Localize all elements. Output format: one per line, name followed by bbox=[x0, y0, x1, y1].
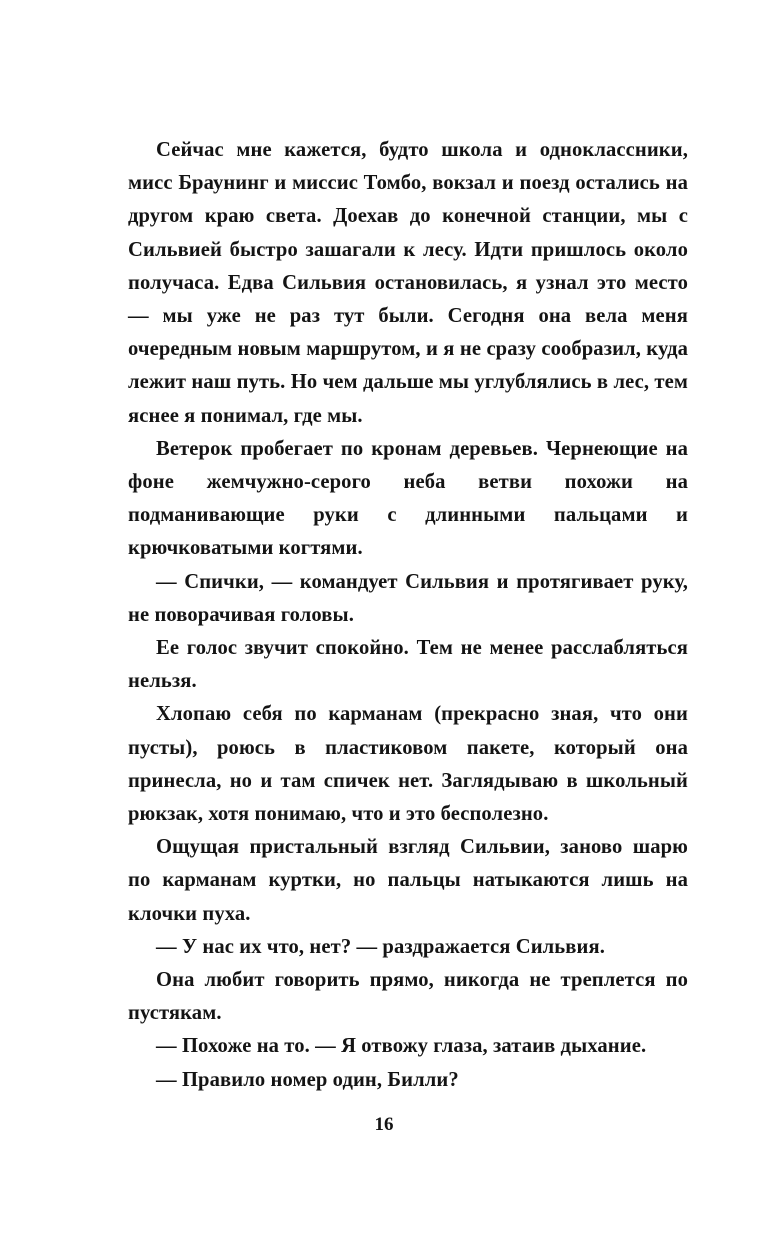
page-number: 16 bbox=[374, 1114, 394, 1135]
paragraph: — Спички, — командует Сильвия и протягивает руку, не поворачивая головы. bbox=[128, 570, 688, 626]
paragraph: Сейчас мне кажется, будто школа и одноклассники, мисс Браунинг и миссис Томбо, вокзал и поезд остались на другом краю света. Доехав до конечной станции, мы с Сильвией быстро зашагали к лесу. Идти пришлось около получаса. Едва Сильвия остановилась, я узнал это место — мы уже не раз тут были. Сегодня она вела меня очередным новым маршрутом, и я не сразу сообразил, куда лежит наш путь. Но чем дальше мы углублялись в лес, тем яснее я понимал, где мы. bbox=[128, 139, 688, 427]
paragraph: Хлопаю себя по карманам (прекрасно зная, что они пусты), роюсь в пластиковом пакете, который она принесла, но и там спичек нет. Заглядываю в школьный рюкзак, хотя понимаю, что и это бесполезно. bbox=[128, 703, 688, 826]
paragraph: Ее голос звучит спокойно. Тем не менее расслабляться нельзя. bbox=[128, 637, 688, 693]
paragraph: — Похоже на то. — Я отвожу глаза, затаив дыхание. bbox=[156, 1035, 647, 1058]
paragraph: — Правило номер один, Билли? bbox=[156, 1068, 459, 1091]
paragraph: Она любит говорить прямо, никогда не треплется по пустякам. bbox=[128, 969, 688, 1025]
page-body-text bbox=[128, 134, 688, 1097]
paragraph: Ветерок пробегает по кронам деревьев. Чернеющие на фоне жемчужно-серого неба ветви похожи на подманивающие руки с длинными пальцами и крючковатыми когтями. bbox=[128, 437, 688, 560]
paragraph: — У нас их что, нет? — раздражается Сильвия. bbox=[156, 935, 605, 958]
paragraph: Ощущая пристальный взгляд Сильвии, заново шарю по карманам куртки, но пальцы натыкаются лишь на клочки пуха. bbox=[128, 836, 688, 925]
